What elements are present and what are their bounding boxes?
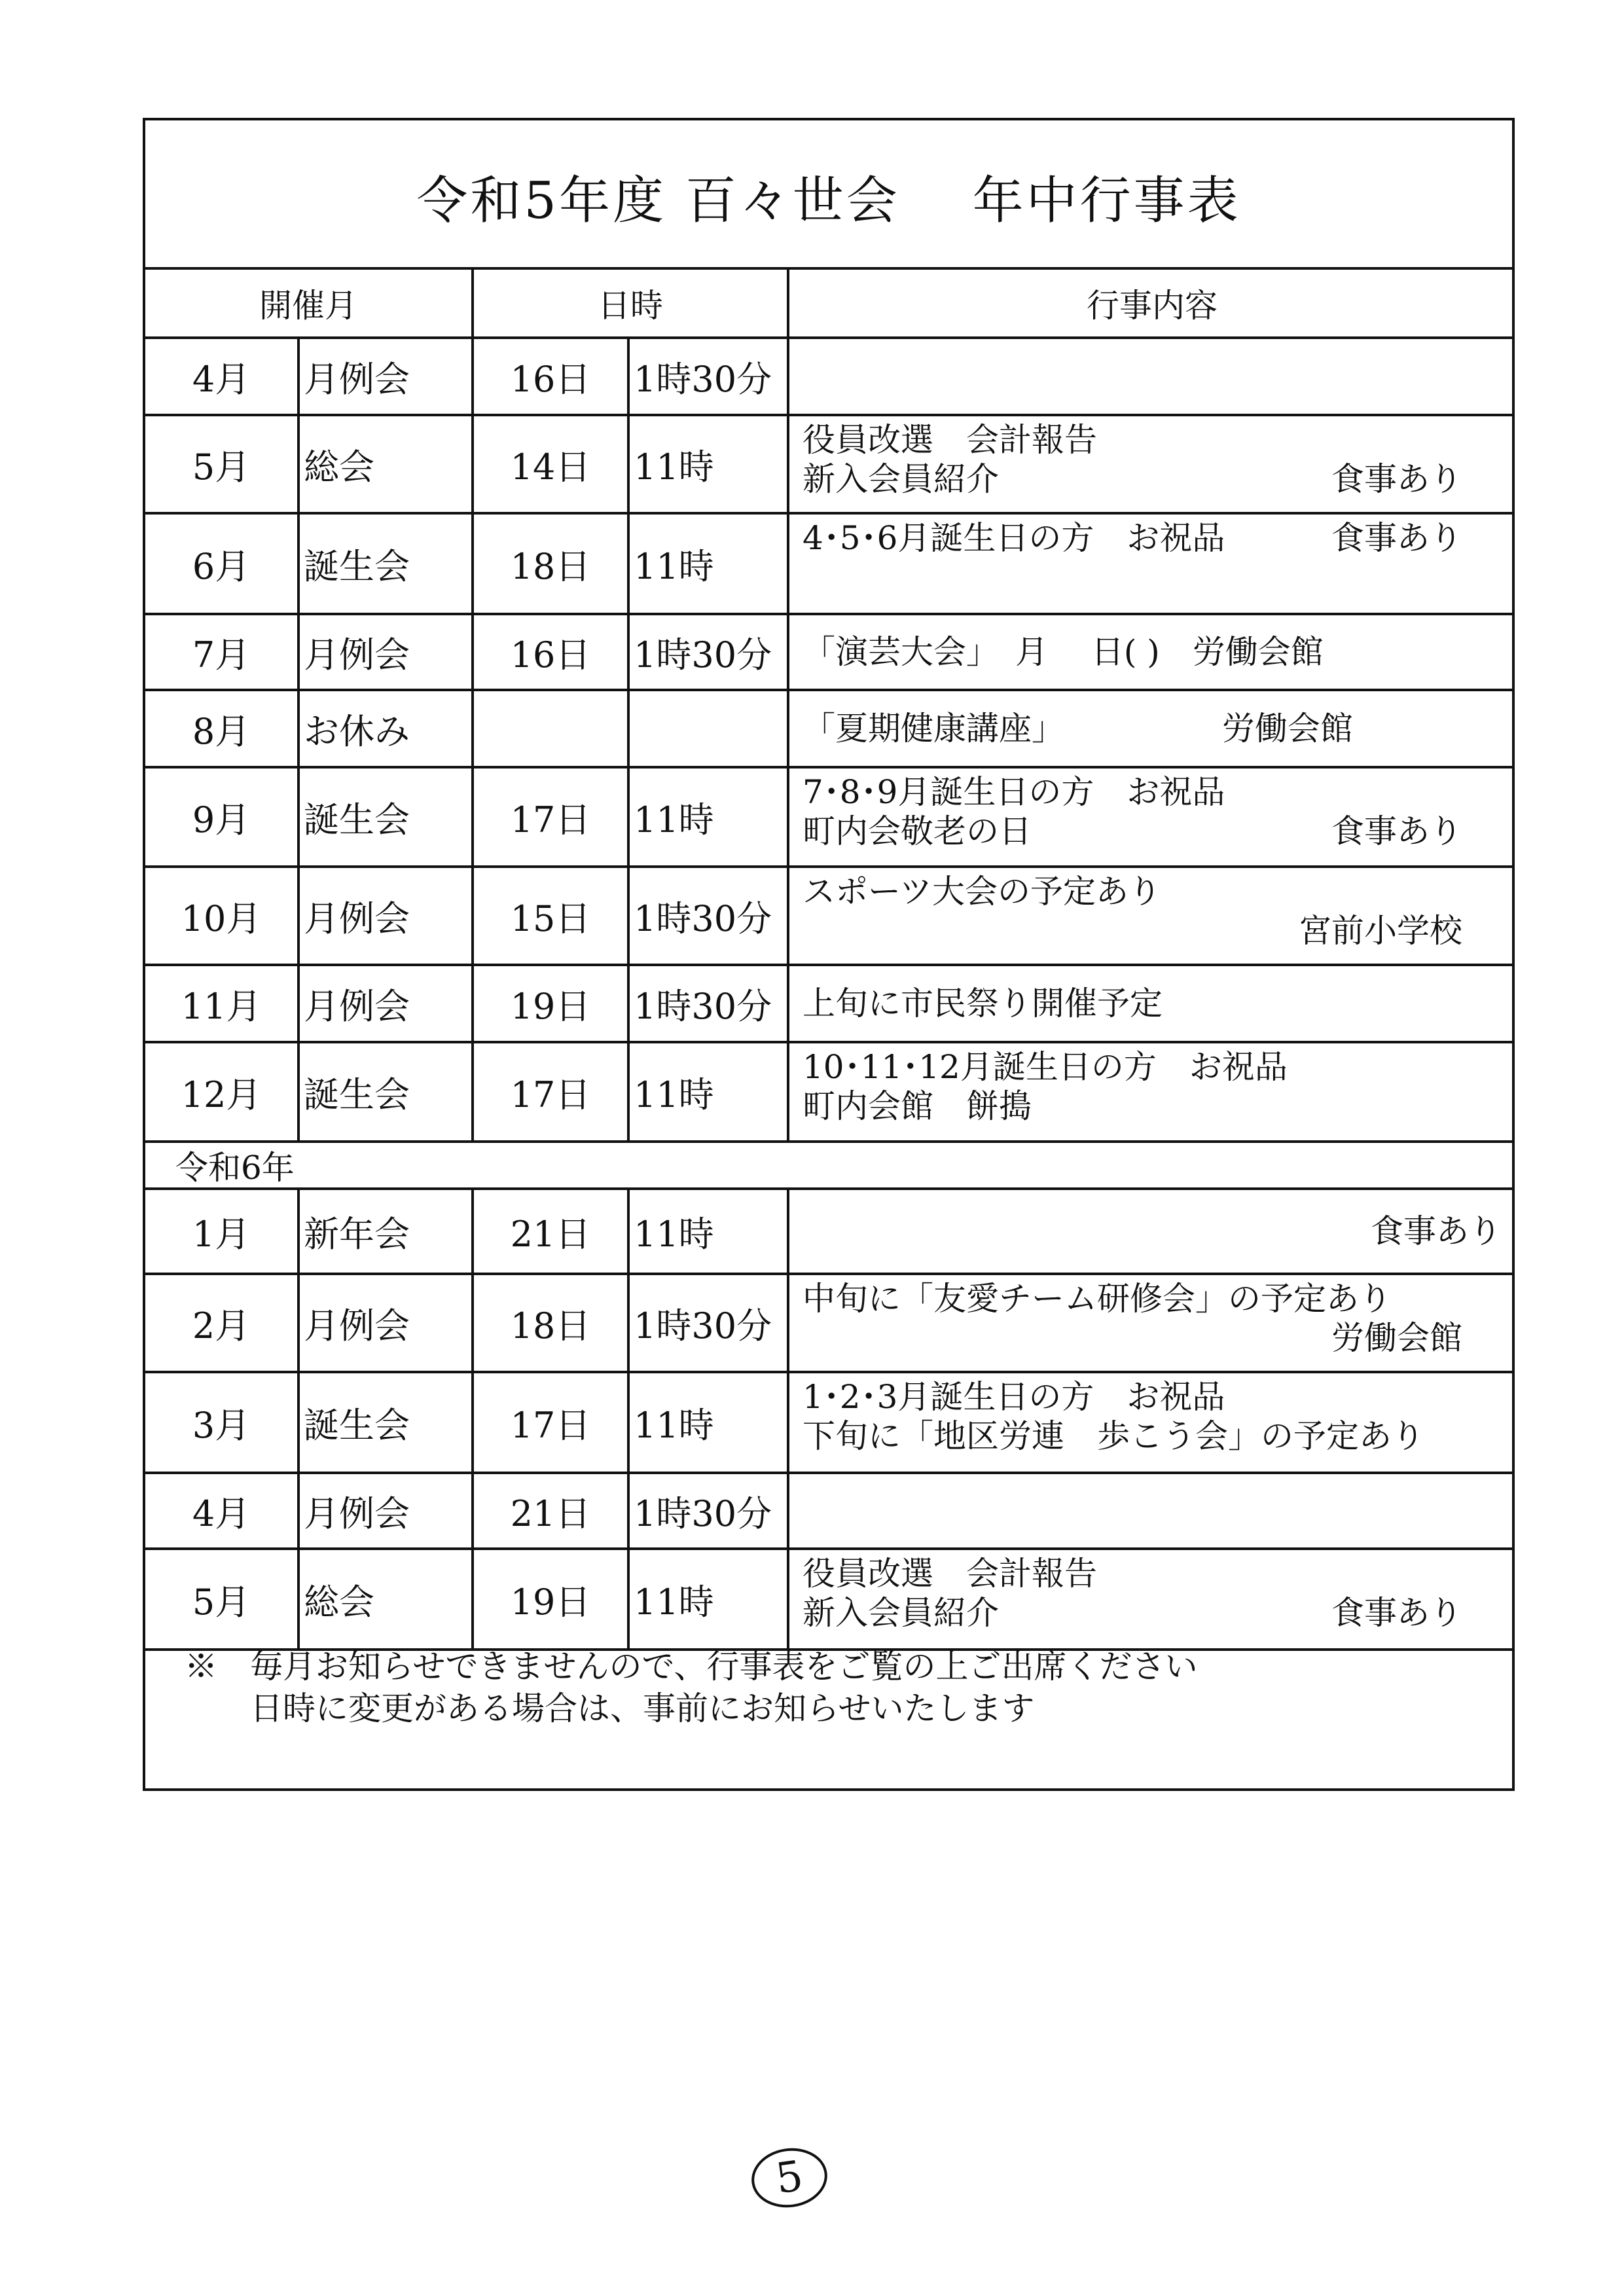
cell-event: 総会 [300,1550,474,1651]
cell-time: 11時 [630,416,789,515]
cell-day: 17日 [474,768,630,868]
cell-day: 19日 [474,966,630,1043]
cell-event: お休み [300,691,474,768]
cell-month: 6月 [145,515,300,615]
footnote-line: 日時に変更がある場合は、事前にお知らせいたします [185,1690,1035,1727]
content-line: 役員改選 会計報告 [803,1555,1097,1593]
cell-day: 18日 [474,1275,630,1373]
cell-day: 15日 [474,868,630,966]
cell-time [630,691,789,768]
content-line: 「夏期健康講座」 労働会館 [803,710,1353,748]
content-line: 役員改選 会計報告 [803,421,1097,459]
cell-event: 誕生会 [300,1373,474,1474]
cell-event: 月例会 [300,1275,474,1373]
cell-event: 誕生会 [300,1043,474,1143]
cell-event: 新年会 [300,1190,474,1275]
cell-month: 2月 [145,1275,300,1373]
cell-time: 11時 [630,515,789,615]
content-line: 中旬に「友愛チーム研修会」の予定あり [803,1280,1392,1318]
cell-day: 17日 [474,1043,630,1143]
content-line: 下旬に「地区労連 歩こう会」の予定あり [803,1417,1424,1455]
content-line: 食事あり [1371,1212,1502,1250]
cell-month: 8月 [145,691,300,768]
cell-month: 1月 [145,1190,300,1275]
cell-month: 5月 [145,416,300,515]
title-box [145,120,1512,270]
content-line: 食事あり [1331,812,1462,850]
cell-day: 21日 [474,1190,630,1275]
cell-content [789,515,1515,615]
content-line: 食事あり [1331,519,1462,557]
header-month: 開催月 [145,270,474,339]
cell-day: 14日 [474,416,630,515]
cell-event: 月例会 [300,339,474,416]
cell-content [789,416,1515,515]
cell-month: 7月 [145,615,300,691]
cell-event: 総会 [300,416,474,515]
cell-month: 11月 [145,966,300,1043]
cell-month: 12月 [145,1043,300,1143]
cell-time: 1時30分 [630,1474,789,1550]
content-line: 新入会員紹介 [803,460,999,498]
cell-content [789,691,1515,768]
cell-time: 1時30分 [630,339,789,416]
cell-time: 1時30分 [630,1275,789,1373]
content-line: 「演芸大会」 月 日( ) 労働会館 [803,633,1324,671]
page-number: 5 [748,2143,831,2212]
cell-event: 月例会 [300,615,474,691]
cell-content [789,1275,1515,1373]
header-content: 行事内容 [789,270,1515,339]
cell-time: 11時 [630,1190,789,1275]
footnote-line: ※ 毎月お知らせできませんので、行事表をご覧の上ご出席ください [185,1648,1198,1686]
content-line: 7･8･9月誕生日の方 お祝品 [803,773,1225,811]
cell-event: 月例会 [300,1474,474,1550]
cell-content [789,1474,1515,1550]
cell-time: 1時30分 [630,868,789,966]
cell-content [789,1043,1515,1143]
cell-day: 16日 [474,615,630,691]
cell-day [474,691,630,768]
content-line: 町内会敬老の日 [803,812,1032,850]
cell-content [789,339,1515,416]
content-line: 食事あり [1331,460,1462,498]
cell-event: 誕生会 [300,515,474,615]
content-line: 1･2･3月誕生日の方 お祝品 [803,1378,1225,1416]
schedule-frame [143,118,1515,1791]
cell-content [789,1190,1515,1275]
cell-event: 誕生会 [300,768,474,868]
content-line: 新入会員紹介 [803,1594,999,1632]
cell-day: 21日 [474,1474,630,1550]
cell-day: 17日 [474,1373,630,1474]
content-line: 宮前小学校 [1299,912,1462,950]
content-line: 10･11･12月誕生日の方 お祝品 [803,1048,1288,1086]
cell-time: 11時 [630,1550,789,1651]
content-line: 町内会館 餅搗 [803,1087,1032,1125]
cell-day: 19日 [474,1550,630,1651]
header-datetime: 日時 [474,270,789,339]
content-line: 労働会館 [1331,1319,1462,1357]
page-title: 令和5年度 百々世会 年中行事表 [416,172,1241,230]
cell-content [789,615,1515,691]
section-reiwa6: 令和6年 [145,1143,1512,1190]
content-line: 上旬に市民祭り開催予定 [803,985,1163,1022]
cell-month: 10月 [145,868,300,966]
cell-content [789,1550,1515,1651]
cell-event: 月例会 [300,966,474,1043]
content-line: 食事あり [1331,1594,1462,1632]
footnote [185,1646,1198,1729]
cell-content [789,868,1515,966]
cell-event: 月例会 [300,868,474,966]
cell-time: 1時30分 [630,615,789,691]
cell-month: 4月 [145,339,300,416]
cell-month: 9月 [145,768,300,868]
cell-time: 11時 [630,1373,789,1474]
content-line: 4･5･6月誕生日の方 お祝品 [803,519,1225,557]
cell-month: 4月 [145,1474,300,1550]
cell-day: 18日 [474,515,630,615]
cell-content [789,768,1515,868]
cell-month: 5月 [145,1550,300,1651]
cell-time: 1時30分 [630,966,789,1043]
cell-content [789,966,1515,1043]
cell-time: 11時 [630,768,789,868]
cell-content [789,1373,1515,1474]
content-line: スポーツ大会の予定あり [803,873,1161,911]
cell-month: 3月 [145,1373,300,1474]
cell-day: 16日 [474,339,630,416]
cell-time: 11時 [630,1043,789,1143]
